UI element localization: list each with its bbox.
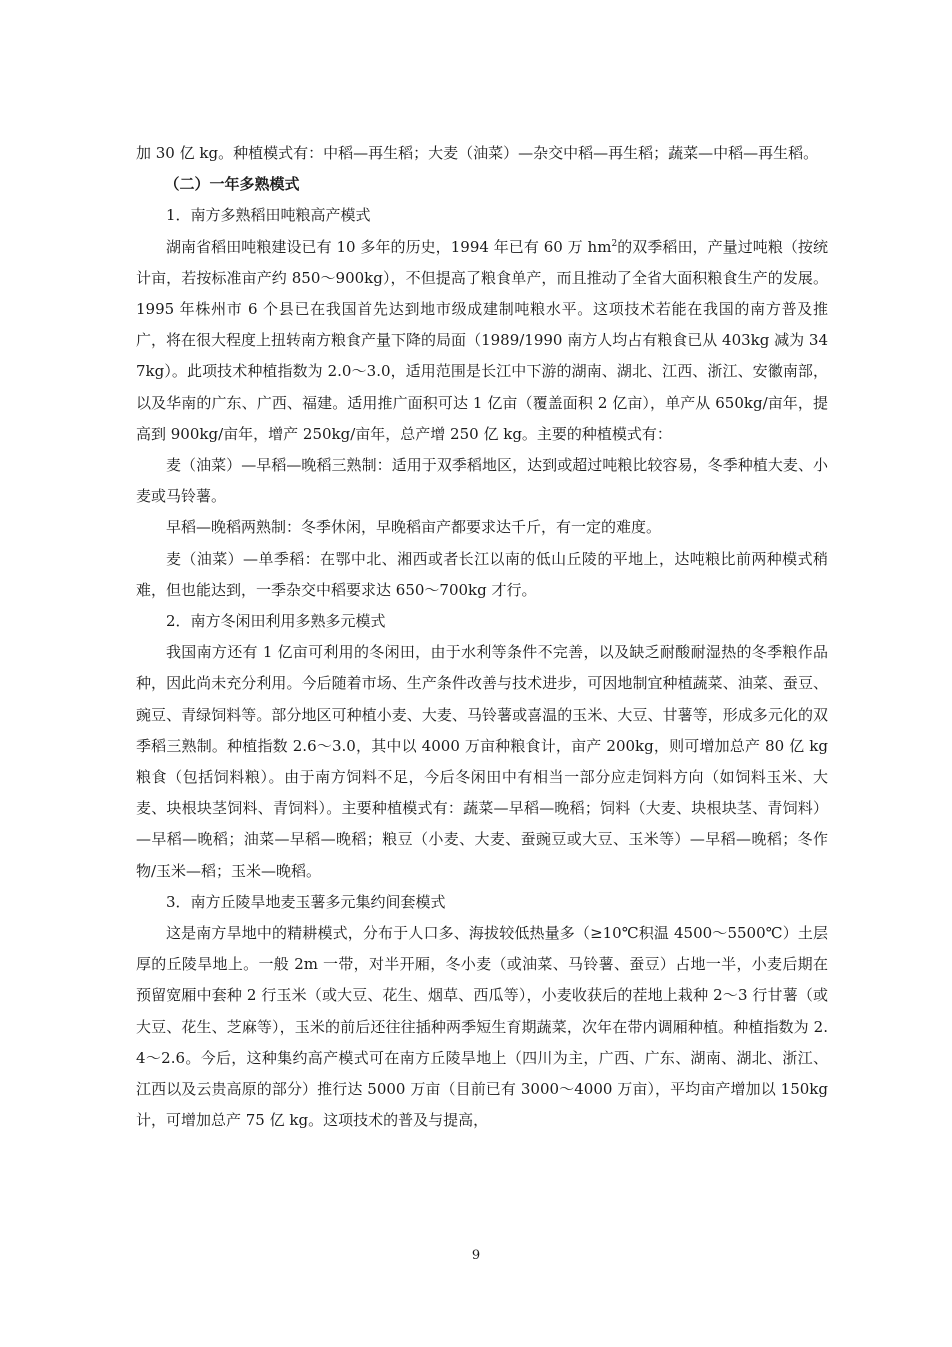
paragraph-winter-fallow: 我国南方还有 1 亿亩可利用的冬闲田，由于水利等条件不完善，以及缺乏耐酸耐湿热的冬季粮作品种，因此尚未充分利用。今后随着市场、生产条件改善与技术进步，可因地制宜种植蔬菜、油菜、蚕豆、豌豆、青绿饲料等。部分地区可种植小麦、大麦、马铃薯或喜温的玉米、大豆、甘薯等，形成多元化的双季稻三熟制。种植指数 2.6～3.0，其中以 4000 万亩种粮食计，亩产 200kg，则可增加总产 80 亿 kg 粮食（包括饲料粮）。由于南方饲料不足，今后冬闲田中有相当一部分应走饲料方向（如饲料玉米、大麦、块根块茎饲料、青饲料）。主要种植模式有：蔬菜—早稻—晚稻；饲料（大麦、块根块茎、青饲料）—早稻—晚稻；油菜—早稻—晚稻；粮豆（小麦、大麦、蚕豌豆或大豆、玉米等）—早稻—晚稻；冬作物/玉米—稻；玉米—晚稻。 <box>136 643 828 880</box>
subsection-title-3: 3．南方丘陵旱地麦玉薯多元集约间套模式 <box>166 892 446 911</box>
subsection-title-1: 1．南方多熟稻田吨粮高产模式 <box>166 206 371 225</box>
superscript-2: 2 <box>611 238 618 249</box>
document-body <box>136 138 828 1137</box>
paragraph-hunan <box>136 232 828 450</box>
paragraph-single-rice: 麦（油菜）—单季稻：在鄂中北、湘西或者长江以南的低山丘陵的平地上，达吨粮比前两种模式稍难，但也能达到，一季杂交中稻要求达 650～700kg 才行。 <box>136 549 828 599</box>
paragraph-hunan-part1: 湖南省稻田吨粮建设已有 10 多年的历史，1994 年已有 60 万 hm <box>166 237 612 256</box>
paragraph-hill-dryland: 这是南方旱地中的精耕模式，分布于人口多、海拔较低热量多（≥10℃积温 4500～5500℃）土层厚的丘陵旱地上。一般 2m 一带，对半开厢，冬小麦（或油菜、马铃薯、蚕豆）占地一半，小麦后期在预留宽厢中套种 2 行玉米（或大豆、花生、烟草、西瓜等），小麦收获后的茬地上栽种 2～3 行甘薯（或大豆、花生、芝麻等），玉米的前后还往往插种两季短生育期蔬菜，次年在带内调厢种植。种植指数为 2.4～2.6。今后，这种集约高产模式可在南方丘陵旱地上（四川为主，广西、广东、湖南、湖北、浙江、江西以及云贵高原的部分）推行达 5000 万亩（目前已有 3000～4000 万亩），平均亩产增加以 150kg 计，可增加总产 75 亿 kg。这项技术的普及与提高， <box>136 924 828 1130</box>
paragraph-continuation: 加 30 亿 kg。种植模式有：中稻—再生稻；大麦（油菜）—杂交中稻—再生稻；蔬菜—中稻—再生稻。 <box>136 144 819 162</box>
paragraph-two-crop: 早稻—晚稻两熟制：冬季休闲，早晚稻亩产都要求达千斤，有一定的难度。 <box>166 518 662 537</box>
paragraph-three-crop: 麦（油菜）—早稻—晚稻三熟制：适用于双季稻地区，达到或超过吨粮比较容易，冬季种植大麦、小麦或马铃薯。 <box>136 456 828 506</box>
section-heading: （二）一年多熟模式 <box>164 175 300 194</box>
subsection-title-2: 2．南方冬闲田利用多熟多元模式 <box>166 612 386 631</box>
page-number: 9 <box>471 1248 481 1263</box>
paragraph-hunan-part2: 的双季稻田，产量过吨粮（按统计亩，若按标准亩产约 850～900kg），不但提高了粮食单产，而且推动了全省大面积粮食生产的发展。1995 年株州市 6 个县已在我国首先达到地市级成建制吨粮水平。这项技术若能在我国的南方普及推广，将在很大程度上扭转南方粮食产量下降的局面（1989/1990 南方人均占有粮食已从 403kg 减为 347kg）。此项技术种植指数为 2.0～3.0，适用范围是长江中下游的湖南、湖北、江西、浙江、安徽南部，以及华南的广东、广西、福建。适用推广面积可达 1 亿亩（覆盖面积 2 亿亩），单产从 650kg/亩年，提高到 900kg/亩年，增产 250kg/亩年，总产增 250 亿 kg。主要的种植模式有： <box>136 237 828 443</box>
